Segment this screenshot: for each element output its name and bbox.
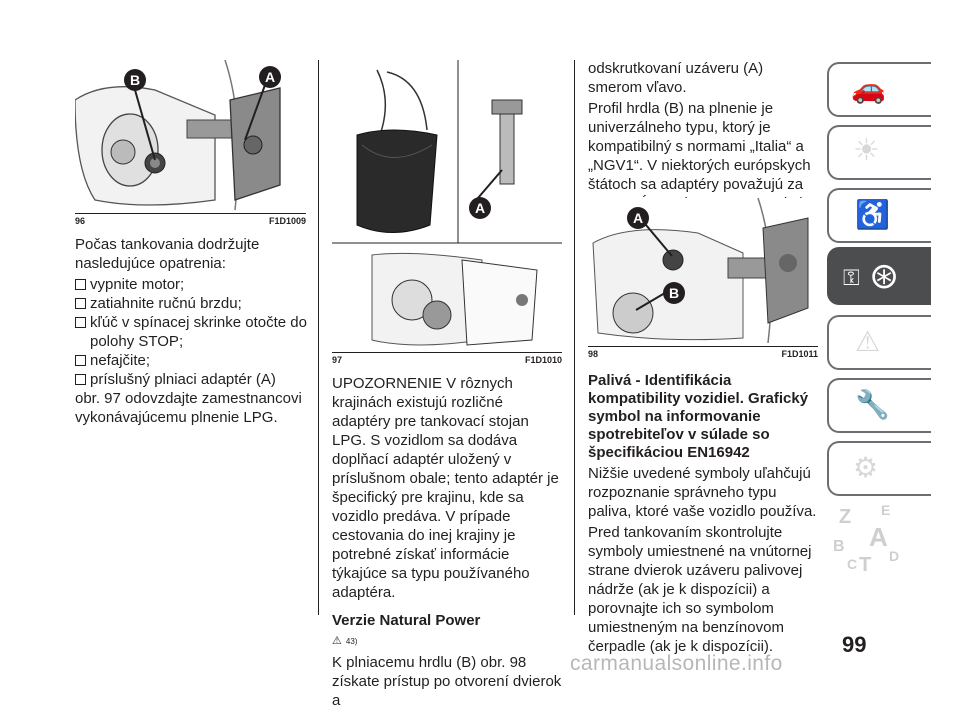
emergency-icon: ⚠ bbox=[855, 326, 881, 357]
warning-triangle-icon: ⚠ bbox=[332, 635, 342, 647]
tab-warning-lights[interactable] bbox=[827, 125, 931, 180]
reference-row bbox=[332, 632, 564, 651]
car-info-icon: 🚗 bbox=[851, 73, 886, 104]
index-letter: A bbox=[869, 522, 888, 552]
column-2 bbox=[332, 374, 564, 712]
outro-text: obr. 97 odovzdajte zamestnancovi vykonávajúcemu plnenie LPG. bbox=[75, 390, 302, 426]
technical-data-icon: ⚙ bbox=[853, 452, 879, 483]
bullet-item: vypnite motor; bbox=[75, 275, 307, 294]
callout-a-label: A bbox=[264, 69, 276, 85]
intro-text: Počas tankovania dodržujte nasledujúce opatrenia: bbox=[75, 236, 260, 272]
tab-car-info[interactable] bbox=[827, 62, 931, 117]
column-divider bbox=[574, 60, 575, 615]
tab-safety[interactable] bbox=[827, 188, 931, 243]
adapter-bag-illustration bbox=[332, 60, 562, 350]
maintenance-icon: 🔧 bbox=[855, 389, 890, 420]
figure-number: 96 bbox=[75, 216, 86, 226]
callout-a-label: A bbox=[632, 210, 644, 226]
body-text: odskrutkovaní uzáveru (A) smerom vľavo. bbox=[588, 60, 764, 96]
index-icon bbox=[827, 498, 931, 578]
safety-icon: ♿ bbox=[855, 199, 890, 230]
figure-code: F1D1011 bbox=[781, 349, 818, 359]
index-letter: Z bbox=[839, 506, 852, 528]
figure-97 bbox=[332, 60, 562, 350]
warning-lights-icon: ☀ bbox=[853, 134, 880, 167]
body-text: Pred tankovaním skontrolujte symboly umiestnené na vnútornej strane dvierok uzáveru palivovej nádrže (ak je k dispozícii) a porovnajte ich so symbolom umiestneným na benzínovom čerpadle (ak je k dispozícii). bbox=[588, 524, 812, 655]
column-3-lower bbox=[588, 372, 820, 658]
bullet-item: nefajčite; bbox=[75, 351, 307, 370]
figure-code: F1D1009 bbox=[268, 216, 306, 226]
index-letter: T bbox=[859, 554, 872, 576]
index-letter: D bbox=[889, 548, 900, 564]
section-heading: Palivá - Identifikácia kompatibility vozidiel. Grafický symbol na informovanie spotrebiteľov v súlade so špecifikáciou EN16942 bbox=[588, 372, 809, 461]
page-number: 99 bbox=[842, 632, 867, 657]
watermark: carmanualsonline.info bbox=[570, 652, 783, 675]
tab-emergency[interactable] bbox=[827, 315, 931, 370]
body-text: K plniacemu hrdlu (B) obr. 98 získate prístup po otvorení dvierok a bbox=[332, 654, 562, 709]
callout-b-label: B bbox=[668, 285, 680, 301]
figure-code: F1D1010 bbox=[524, 355, 562, 365]
callout-a-label: A bbox=[474, 200, 486, 216]
checkbox-icon bbox=[75, 374, 86, 385]
checkbox-icon bbox=[75, 355, 86, 366]
figure-rule bbox=[75, 213, 306, 214]
index-letter: B bbox=[833, 538, 845, 555]
reference-number: 43) bbox=[345, 637, 358, 646]
key-icon: ⚿ bbox=[843, 265, 860, 290]
tab-technical-data[interactable] bbox=[827, 441, 931, 496]
bullet-item: zatiahnite ručnú brzdu; bbox=[75, 294, 307, 313]
figure-98 bbox=[588, 198, 818, 343]
bullet-item: kľúč v spínacej skrinke otočte do polohy STOP; bbox=[75, 313, 307, 351]
figure-number: 98 bbox=[588, 349, 599, 359]
index-letter: E bbox=[881, 502, 891, 518]
checkbox-icon bbox=[75, 317, 86, 328]
checkbox-icon bbox=[75, 279, 86, 290]
body-text: Profil hrdla (B) na plnenie je univerzálneho typu, ktorý je kompatibilný s normami „Italia“ a „NGV1“. V niektorých európskych štátoch sa adaptéry považujú za bbox=[588, 100, 811, 193]
column-divider bbox=[318, 60, 319, 615]
steering-wheel-icon: ⊛ bbox=[869, 255, 900, 296]
tab-index[interactable] bbox=[827, 498, 931, 578]
tab-maintenance[interactable] bbox=[827, 378, 931, 433]
cng-inlet-illustration bbox=[588, 198, 818, 343]
callout-b-label: B bbox=[129, 72, 141, 88]
figure-96 bbox=[75, 60, 305, 210]
figure-number: 97 bbox=[332, 355, 343, 365]
fuel-door-illustration bbox=[75, 60, 305, 210]
warning-text: UPOZORNENIE V rôznych krajinách existujú rozličné adaptéry pre tankovací stojan LPG. S vozidlom sa dodáva doplňací adaptér uložený v príslušnom obale; tento adaptér je špecifický pre krajinu, kde sa vozidlo predáva. V prípade cestovania do inej krajiny je potrebné získať informácie týkajúce sa typu používaného adaptéra. bbox=[332, 375, 559, 601]
body-text: Nižšie uvedené symboly uľahčujú rozpoznanie správneho typu paliva, ktoré vaše vozidlo používa. bbox=[588, 465, 817, 520]
bullet-item: príslušný plniaci adaptér (A) bbox=[75, 370, 307, 389]
column-1 bbox=[75, 235, 307, 429]
column-3 bbox=[588, 59, 820, 215]
tab-starting-driving[interactable] bbox=[827, 247, 931, 305]
checkbox-icon bbox=[75, 298, 86, 309]
figure-rule bbox=[332, 352, 562, 353]
index-letter: C bbox=[847, 556, 858, 572]
section-title: Verzie Natural Power bbox=[332, 612, 481, 629]
figure-rule bbox=[588, 346, 818, 347]
